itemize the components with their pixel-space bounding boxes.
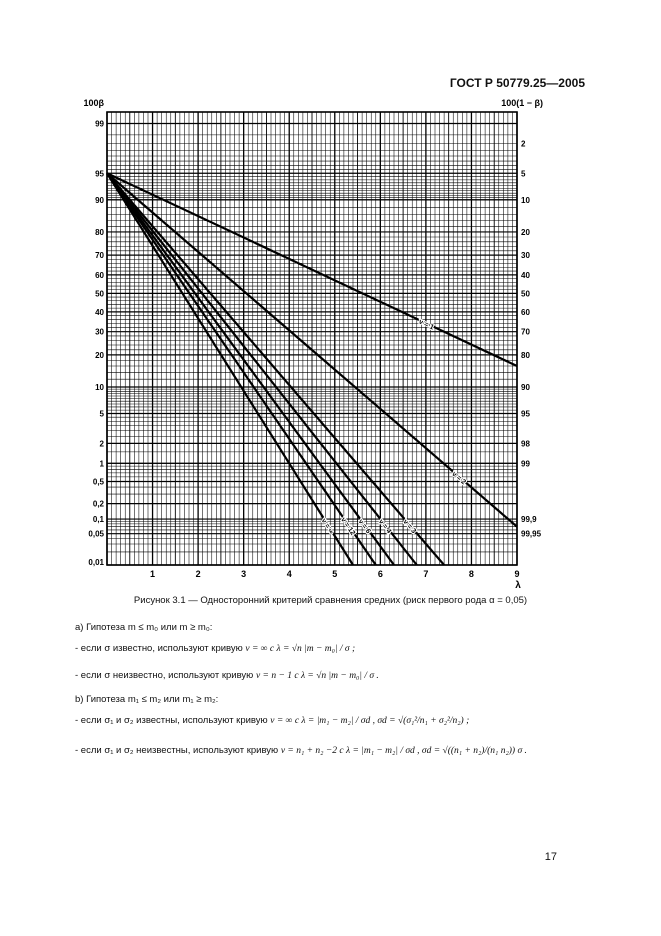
series-label: ν = 12 [339, 516, 357, 537]
left-tick-label: 0,01 [88, 558, 104, 567]
document-id: ГОСТ Р 50779.25—2005 [449, 76, 585, 90]
series-label: ν = 6 [356, 518, 372, 536]
right-tick-label: 10 [521, 195, 530, 205]
left-tick-label: 30 [95, 327, 104, 337]
left-tick-label: 0,2 [92, 499, 104, 509]
x-tick-label: 8 [468, 569, 474, 579]
right-tick-label: 95 [521, 409, 530, 419]
paragraph-a: a) Гипотеза m ≤ m₀ или m ≥ m₀: [75, 622, 213, 633]
figure-caption: Рисунок 3.1 — Односторонний критерий сравнения средних (риск первого рода α = 0,05) [133, 595, 528, 606]
x-tick-label: 3 [241, 569, 247, 579]
x-tick-label: 4 [286, 569, 292, 579]
left-tick-label: 90 [95, 195, 104, 205]
right-tick-label: 5 [521, 169, 526, 179]
series-label: ν = 1 [417, 318, 435, 332]
left-tick-label: 60 [95, 270, 104, 280]
x-tick-label: 9 [514, 569, 520, 579]
left-tick-label: 0,1 [92, 515, 104, 525]
right-tick-label: 60 [521, 307, 530, 317]
right-axis-label: 100(1 − β) [501, 98, 543, 108]
right-tick-label: 40 [521, 270, 530, 280]
x-tick-label: 7 [423, 569, 429, 579]
right-tick-label: 99,95 [521, 529, 542, 539]
page-number: 17 [544, 851, 557, 863]
left-tick-label: 99 [95, 119, 104, 129]
right-tick-label: 70 [521, 327, 530, 337]
x-tick-label: 2 [195, 569, 201, 579]
right-tick-label: 30 [521, 251, 530, 261]
left-tick-label: 80 [95, 227, 104, 237]
paragraph-b: b) Гипотеза m₁ ≤ m₂ или m₁ ≥ m₂: [75, 694, 219, 705]
x-axis-label: λ [515, 580, 521, 590]
left-tick-label: 10 [95, 382, 104, 392]
left-tick-label: 5 [99, 409, 104, 419]
paragraph-a2-text: - если σ неизвестно, используют кривую [75, 670, 256, 681]
left-axis-label: 100β [83, 98, 104, 108]
left-tick-label: 1 [99, 459, 104, 469]
right-tick-label: 99,9 [521, 515, 537, 525]
series-label: ν = 4 [376, 518, 393, 536]
left-tick-label: 95 [95, 169, 104, 179]
right-tick-label: 99 [521, 459, 530, 469]
left-tick-label: 0,5 [92, 477, 104, 487]
right-tick-label: 50 [521, 289, 530, 299]
formula-b2: ν = n₁ + n₂ −2 с λ = |m₁ − m₂| / σd , σd = √((n₁ + n₂)/(n₁ n₂)) σ . [280, 746, 527, 756]
paragraph-b2-text: - если σ₁ и σ₂ неизвестны, используют кривую [75, 745, 281, 756]
left-tick-label: 70 [95, 251, 104, 261]
paragraph-a2 [75, 670, 379, 681]
paragraph-b2 [75, 745, 527, 756]
right-tick-label: 98 [521, 439, 530, 449]
series-label: ν = ∞ [319, 517, 335, 536]
right-tick-label: 90 [521, 382, 530, 392]
paragraph-a1-text: - если σ известно, используют кривую [75, 643, 246, 654]
paragraph-a1 [75, 643, 355, 654]
x-tick-label: 6 [377, 569, 383, 579]
paragraph-b1-text: - если σ₁ и σ₂ известны, используют кривую [75, 715, 271, 726]
chart-grid [107, 112, 517, 565]
left-tick-label: 2 [99, 439, 104, 449]
formula-b1: ν = ∞ с λ = |m₁ − m₂| / σd , σd = √(σ₁²/n₁ + σ₂²/n₂) ; [270, 716, 470, 726]
right-tick-label: 80 [521, 350, 530, 360]
right-tick-label: 20 [521, 227, 530, 237]
left-tick-label: 20 [95, 350, 104, 360]
right-tick-label: 2 [521, 139, 526, 149]
left-tick-label: 50 [95, 289, 104, 299]
series-label: ν = 2 [450, 470, 467, 487]
paragraph-b1 [75, 715, 469, 726]
x-tick-label: 5 [332, 569, 338, 579]
formula-a2: ν = n − 1 с λ = √n |m − m₀| / σ . [255, 671, 379, 681]
left-tick-label: 40 [95, 307, 104, 317]
series-label: ν = 3 [401, 518, 418, 536]
formula-a1: ν = ∞ с λ = √n |m − m₀| / σ ; [245, 644, 356, 654]
x-tick-label: 1 [150, 569, 156, 579]
left-tick-label: 0,05 [88, 529, 104, 539]
